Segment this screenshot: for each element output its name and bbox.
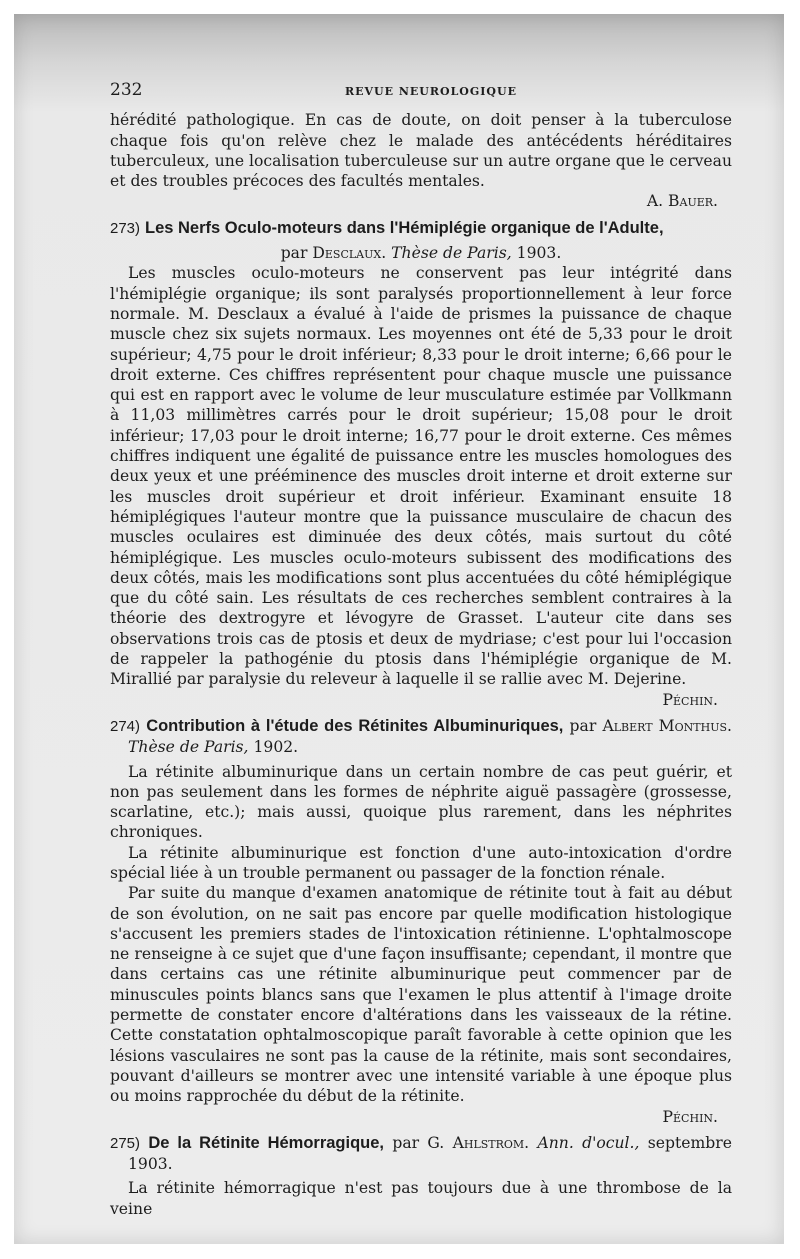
article-number: 273) <box>110 219 141 237</box>
article-title: Les Nerfs Oculo-moteurs dans l'Hémiplégie organique de l'Adulte, <box>145 218 664 237</box>
article-273-byline <box>110 243 732 263</box>
article-273-heading <box>110 218 732 239</box>
signature-pechin: Péchin. <box>662 1107 718 1126</box>
article-year: 1903. <box>516 244 562 263</box>
signature-bauer: A. Bauer. <box>646 192 718 211</box>
article-number: 274) <box>110 717 141 735</box>
byline-prefix: par <box>392 1133 420 1152</box>
article-author: Albert Monthus. <box>602 716 732 735</box>
article-author: Desclaux. <box>312 244 387 263</box>
page-number: 232 <box>110 80 143 100</box>
journal-title: REVUE NEUROLOGIQUE <box>344 85 517 98</box>
article-author: G. Ahlstrom. <box>427 1133 530 1152</box>
article-274-heading <box>110 716 732 758</box>
article-year: septembre 1903. <box>128 1133 732 1174</box>
article-274-paragraph-2: La rétinite albuminurique est fonction d'une auto-intoxication d'ordre spécial liée à un trouble permanent ou passager de la fonction rénale. <box>110 843 732 882</box>
article-274-paragraph-1: La rétinite albuminurique dans un certain nombre de cas peut guérir, et non pas seulement dans les formes de néphrite aiguë passagère (grossesse, scarlatine, etc.); mais aussi, quoique plus rarement, dans les néphrites chroniques. <box>110 762 732 842</box>
article-year: 1902. <box>253 738 299 757</box>
article-number: 275) <box>110 1134 141 1152</box>
article-274-paragraph-3: Par suite du manque d'examen anatomique de rétinite tout à fait au début de son évolution, on ne sait pas encore par quelle modification histologique s'accusent les premiers stades de l'intoxication rétinienne. L'ophtalmoscope ne renseigne à ce sujet que d'une façon insuffisante; cependant, il montre que dans certains cas une rétinite albuminurique peut commencer par de minuscules points blancs sans que l'examen le plus attentif à l'image droite permette de constater encore d'altérations dans les vaisseaux de la rétine. Cette constatation ophtalmoscopique paraît favorable à cette opinion que les lésions vasculaires ne sont pas la cause de la rétinite, mais sont secondaires, pouvant d'ailleurs se montrer avec une intensité variable à une époque plus ou moins rapprochée du début de la rétinite. <box>110 884 732 1106</box>
article-source: Ann. d'ocul., <box>537 1133 640 1152</box>
signature-pechin: Péchin. <box>662 690 718 709</box>
document-page <box>110 80 732 1219</box>
article-title: De la Rétinite Hémorragique, <box>148 1133 385 1152</box>
article-source: Thèse de Paris, <box>391 244 512 263</box>
byline-prefix: par <box>280 244 308 263</box>
article-273-paragraph: Les muscles oculo-moteurs ne conservent pas leur intégrité dans l'hémiplégie organique; ils sont paralysés proportionnellement à leur force normale. M. Desclaux a évalué à l'aide de prismes la puissance de chaque muscle chez six sujets normaux. Les moyennes ont été de 5,33 pour le droit supérieur; 4,75 pour le droit inférieur; 8,33 pour le droit interne; 6,66 pour le droit externe. Ces chiffres représentent pour chaque muscle une puissance qui est en rapport avec le volume de leur musculature estimée par Vollkmann à 11,03 millimètres carrés pour le droit supérieur; 15,08 pour le droit inférieur; 17,03 pour le droit interne; 16,77 pour le droit externe. Ces mêmes chiffres indiquent une égalité de puissance entre les muscles homologues des deux yeux et une prééminence des muscles droit interne et droit externe sur les muscles droit supérieur et droit inférieur. Examinant ensuite 18 hémiplégiques l'auteur montre que la puissance musculaire de chacun des muscles oculaires est diminuée des deux côtés, mais surtout du côté hémiplégique. Les muscles oculo-moteurs subissent des modifications des deux côtés, mais les modifications sont plus accentuées du côté hémiplégique que du côté sain. Les résultats de ces recherches semblent contraires à la théorie des dextrogyre et lévogyre de Grasset. L'auteur cite dans ses observations trois cas de ptosis et deux de mydriase; c'est pour lui l'occasion de rappeler la pathogénie du ptosis dans l'hémiplégie organique de M. Mirallié par paralysie du releveur à laquelle il se rallie avec M. Dejerine. <box>110 264 732 689</box>
byline-prefix: par <box>569 716 597 735</box>
running-header <box>110 80 732 102</box>
article-title: Contribution à l'étude des Rétinites Albuminuriques, <box>146 716 564 735</box>
continuation-paragraph: hérédité pathologique. En cas de doute, on doit penser à la tuberculose chaque fois qu'on relève chez le malade des antécédents héréditaires tuberculeux, une localisation tuberculeuse sur un autre organe que le cerveau et des troubles précoces des facultés mentales. <box>110 111 732 191</box>
article-source: Thèse de Paris, <box>128 738 249 757</box>
article-275-heading <box>110 1133 732 1175</box>
article-275-paragraph: La rétinite hémorragique n'est pas toujours due à une thrombose de la veine <box>110 1179 732 1218</box>
